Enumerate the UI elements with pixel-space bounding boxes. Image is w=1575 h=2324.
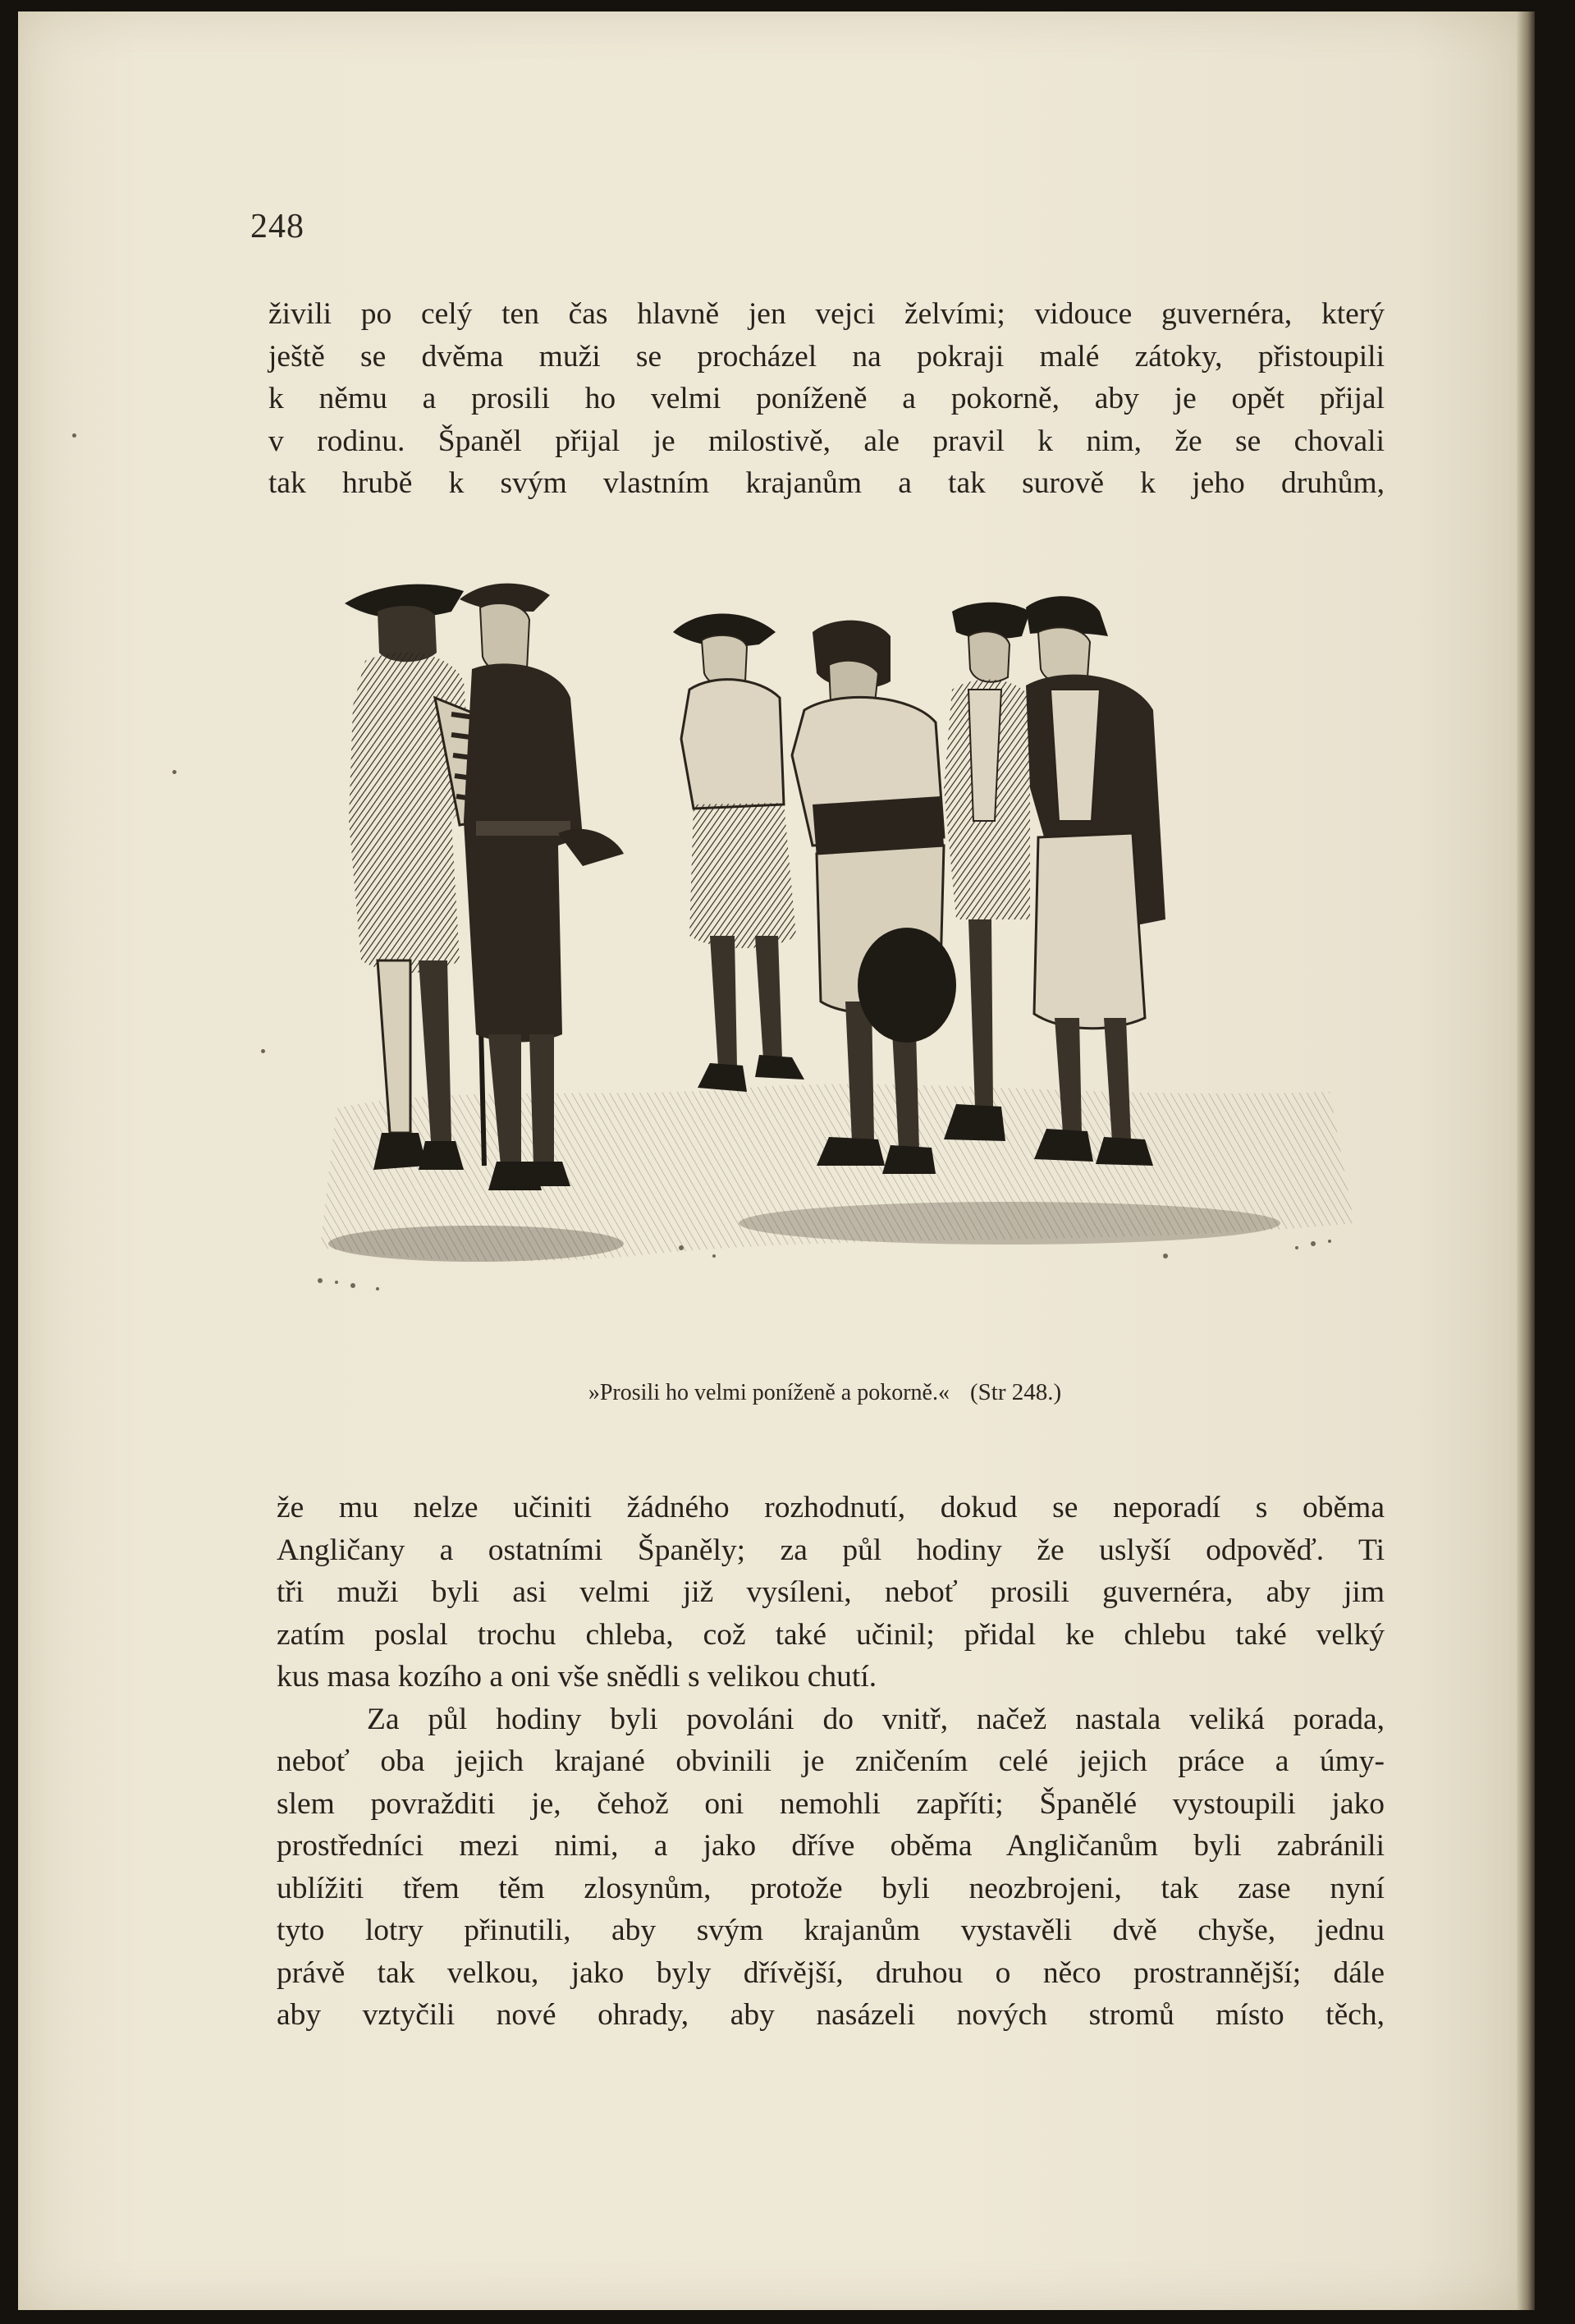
text-line: tři muži byli asi velmi již vysíleni, neboť prosili guvernéra, aby jim (277, 1575, 1385, 1609)
top-paragraph (268, 293, 1385, 505)
paper-speck (172, 770, 176, 774)
text-line: k němu a prosili ho velmi poníženě a pokorně, aby je opět přijal (268, 382, 1385, 415)
text-line: živili po celý ten čas hlavně jen vejci želvími; vidouce guvernéra, který (268, 297, 1385, 331)
text-line: tyto lotry přinutili, aby svým krajanům vystavěli dvě chyše, jednu (277, 1914, 1385, 1947)
caption-reference: (Str 248.) (969, 1379, 1062, 1405)
page-edge-shadow (1517, 11, 1535, 2310)
ground-shadow (739, 1202, 1280, 1245)
figure-man-hat-left (345, 584, 484, 1170)
figure-man-tricorn (944, 603, 1030, 1141)
figure-young-man (673, 614, 804, 1093)
text-line: prostředníci mezi nimi, a jako dříve oběma Angličanům byli zabránili (277, 1829, 1385, 1863)
text-line: Za půl hodiny byli povoláni do vnitř, načež nastala veliká porada, (367, 1702, 1385, 1736)
text-line: v rodinu. Španěl přijal je milostivě, ale pravil k nim, že se chovali (268, 424, 1385, 458)
text-line: neboť oba jejich krajané obvinili je zničením celé jejich práce a úmy- (277, 1744, 1385, 1778)
engraving-illustration (287, 575, 1387, 1355)
paper-speck (72, 433, 76, 438)
text-line: ještě se dvěma muži se procházel na pokraji malé zátoky, přistoupili (268, 339, 1385, 374)
text-line: Angličany a ostatními Španěly; za půl hodiny že uslyší odpověď. Ti (277, 1533, 1385, 1567)
text-line: kus masa kozího a oni vše snědli s velikou chutí. (277, 1660, 877, 1694)
text-line: že mu nelze učiniti žádného rozhodnutí, dokud se neporadí s oběma (277, 1491, 1385, 1524)
paper-speck (261, 1049, 265, 1053)
ground-shadow (328, 1226, 624, 1262)
text-line: právě tak velkou, jako byly dřívější, druhou o něco prostrannější; dále (277, 1955, 1385, 1990)
text-line: zatím poslal trochu chleba, což také učinil; přidal ke chlebu také velký (277, 1617, 1385, 1652)
figure-man-cap (1026, 596, 1165, 1166)
text-line: tak hrubě k svým vlastním krajanům a tak surově k jeho druhům, (268, 466, 1385, 500)
text-line: slem povražditi je, čehož oni nemohli zapříti; Španělé vystoupili jako (277, 1786, 1385, 1821)
page-number: 248 (250, 208, 304, 245)
bottom-paragraphs (277, 1487, 1385, 2037)
text-line: ublížiti třem těm zlosynům, protože byli neozbrojeni, tak zase nyní (277, 1871, 1385, 1905)
illustration-caption (271, 1379, 1379, 1406)
text-line: aby vztyčili nové ohrady, aby nasázeli nových stromů místo těch, (277, 1998, 1385, 2032)
caption-quote: »Prosili ho velmi poníženě a pokorně.« (588, 1380, 950, 1405)
